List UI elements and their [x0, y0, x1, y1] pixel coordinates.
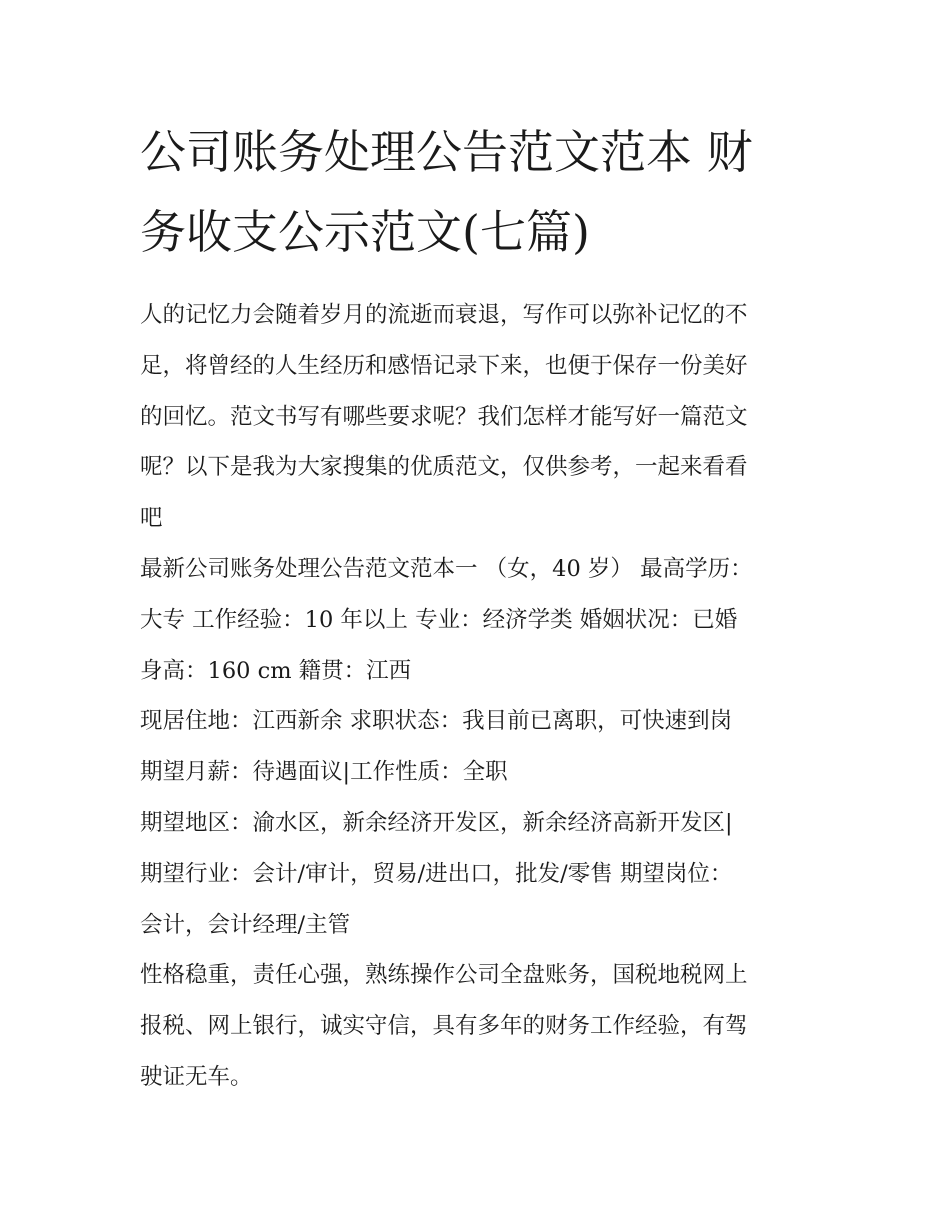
- body-line: 期望地区：渝水区，新余经济开发区，新余经济高新开发区|: [140, 809, 733, 836]
- body-line: 最新公司账务处理公告范文范本一 （女，40 岁） 最高学历：: [140, 555, 753, 582]
- document-body: [140, 290, 812, 1103]
- body-line: 的回忆。范文书写有哪些要求呢？我们怎样才能写好一篇范文: [140, 403, 748, 430]
- body-line: 会计，会计经理/主管: [140, 911, 351, 938]
- body-line: 大专 工作经验：10 年以上 专业：经济学类 婚姻状况：已婚: [140, 606, 738, 633]
- body-line: 足，将曾经的人生经历和感悟记录下来，也便于保存一份美好: [140, 352, 748, 379]
- body-line: 性格稳重，责任心强，熟练操作公司全盘账务，国税地税网上: [140, 962, 748, 989]
- body-line: 期望行业：会计/审计，贸易/进出口，批发/零售 期望岗位：: [140, 860, 733, 887]
- body-line: 呢？以下是我为大家搜集的优质范文，仅供参考，一起来看看: [140, 454, 748, 481]
- title-line-2: 务收支公示范文(七篇): [140, 205, 590, 259]
- document-title: [140, 112, 812, 272]
- body-line: 驶证无车。: [140, 1063, 253, 1090]
- body-line: 身高：160 cm 籍贯：江西: [140, 657, 412, 684]
- title-line-1: 公司账务处理公告范文范本 财: [140, 125, 753, 179]
- body-line: 现居住地：江西新余 求职状态：我目前已离职，可快速到岗: [140, 708, 733, 735]
- document-page: [140, 112, 812, 1103]
- body-line: 吧: [140, 505, 163, 532]
- body-line: 人的记忆力会随着岁月的流逝而衰退，写作可以弥补记忆的不: [140, 302, 748, 328]
- body-line: 期望月薪：待遇面议|工作性质：全职: [140, 759, 508, 786]
- body-line: 报税、网上银行，诚实守信，具有多年的财务工作经验，有驾: [140, 1013, 748, 1040]
